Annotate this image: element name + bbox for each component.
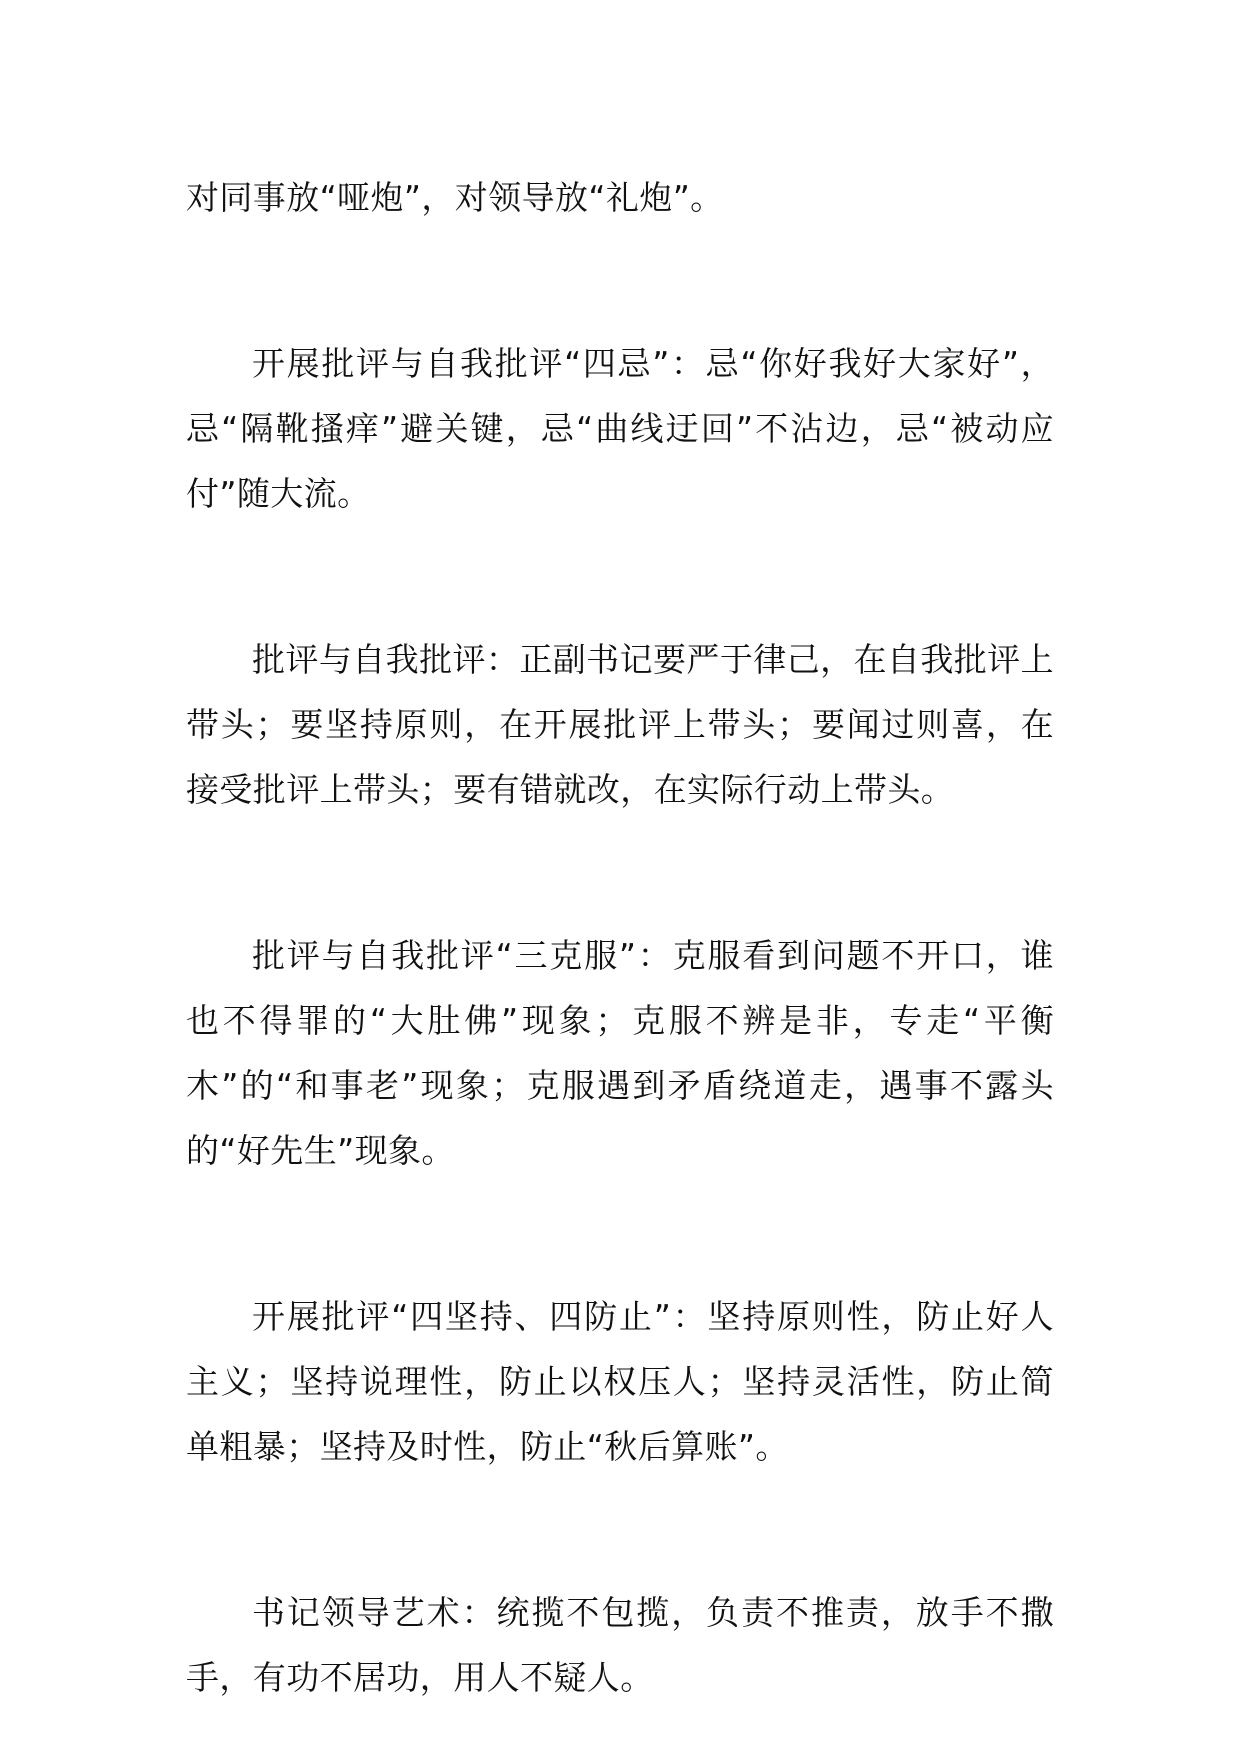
paragraph-three-overcomes: 批评与自我批评“三克服”：克服看到问题不开口，谁也不得罪的“大肚佛”现象；克服不辨是非，专走“平衡木”的“和事老”现象；克服遇到矛盾绕道走，遇事不露头的“好先生”现象。 <box>186 936 1054 1170</box>
paragraph-continuation: 对同事放“哑炮”，对领导放“礼炮”。 <box>186 178 724 217</box>
document-body <box>186 165 1054 1710</box>
paragraph-criticism-leading: 批评与自我批评：正副书记要严于律己，在自我批评上带头；要坚持原则，在开展批评上带头；要闻过则喜，在接受批评上带头；要有错就改，在实际行动上带头。 <box>186 640 1054 809</box>
paragraph-four-avoidances: 开展批评与自我批评“四忌”：忌“你好我好大家好”，忌“隔靴搔痒”避关键，忌“曲线迂回”不沾边，忌“被动应付”随大流。 <box>186 344 1054 513</box>
paragraph-four-persist-four-prevent: 开展批评“四坚持、四防止”：坚持原则性，防止好人主义；坚持说理性，防止以权压人；坚持灵活性，防止简单粗暴；坚持及时性，防止“秋后算账”。 <box>186 1297 1054 1466</box>
paragraph-leadership-art: 书记领导艺术：统揽不包揽，负责不推责，放手不撒手，有功不居功，用人不疑人。 <box>186 1593 1054 1697</box>
